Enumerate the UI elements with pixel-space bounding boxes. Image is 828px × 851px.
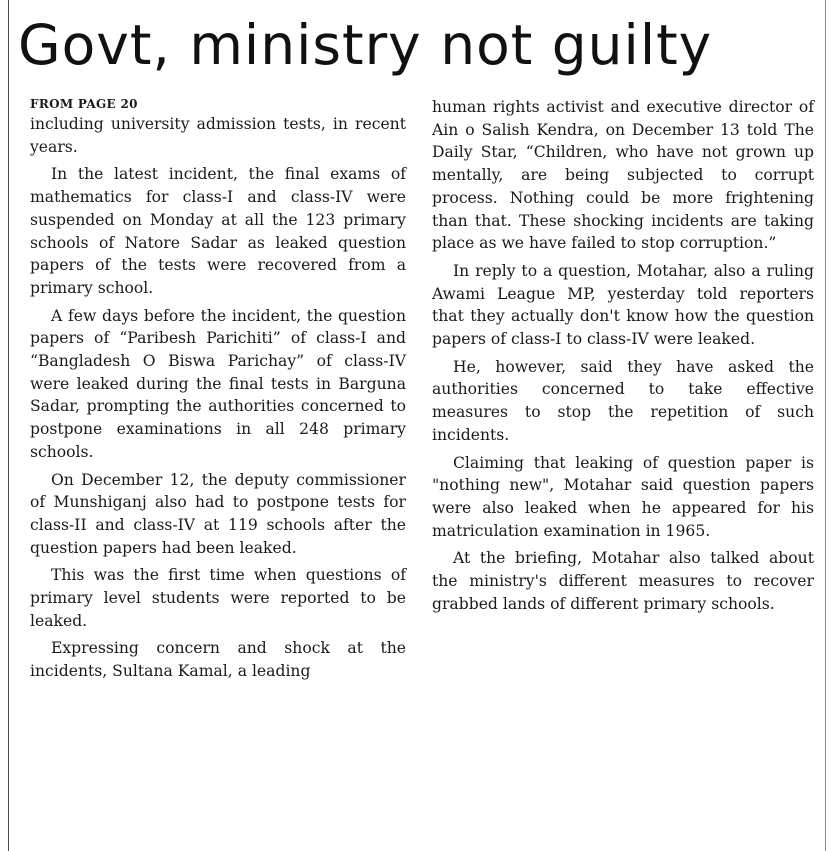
jump-line: FROM PAGE 20 [30,97,138,111]
left-column [30,96,406,683]
article-paragraph: In the latest incident, the final exams of mathematics for class-I and class-IV were suspended on Monday at all the 123 primary schools of Natore Sadar as leaked question papers of the tests were recovered from a primary school. [30,165,406,297]
right-edge-rule [825,0,826,851]
article-paragraph: He, however, said they have asked the authorities concerned to take effective measures to stop the repetition of such incidents. [432,357,814,444]
article-paragraph: Expressing concern and shock at the incidents, Sultana Kamal, a leading [30,639,406,681]
article-paragraph: Claiming that leaking of question paper is "nothing new", Motahar said question papers were also leaked when he appeared for his matriculation examination in 1965. [432,453,814,540]
right-column [432,96,814,615]
article-paragraph: At the briefing, Motahar also talked about the ministry's different measures to recover grabbed lands of different primary schools. [432,549,814,613]
article-paragraph: A few days before the incident, the question papers of “Paribesh Parichiti” of class-I and “Bangladesh O Biswa Parichay” of class-IV were leaked during the final tests in Barguna Sadar, prompting the authorities concerned to postpone examinations in all 248 primary schools. [30,306,406,461]
article-paragraph: This was the first time when questions of primary level students were reported to be leaked. [30,566,406,630]
headline: Govt, ministry not guilty [18,13,713,77]
left-column-rule [8,0,9,851]
article-paragraph: including university admission tests, in recent years. [30,115,406,156]
article-paragraph: In reply to a question, Motahar, also a ruling Awami League MP, yesterday told reporters that they actually don't know how the question papers of class-I to class-IV were leaked. [432,261,814,349]
article-paragraph: human rights activist and executive director of Ain o Salish Kendra, on December 13 told The Daily Star, “Children, who have not grown up mentally, are being subjected to corrupt process. Nothing could be more frightening than that. These shocking incidents are taking place as we have failed to stop corruption.” [432,98,814,253]
article-paragraph: On December 12, the deputy commissioner of Munshiganj also had to postpone tests for class-II and class-IV at 119 schools after the question papers had been leaked. [30,470,406,557]
